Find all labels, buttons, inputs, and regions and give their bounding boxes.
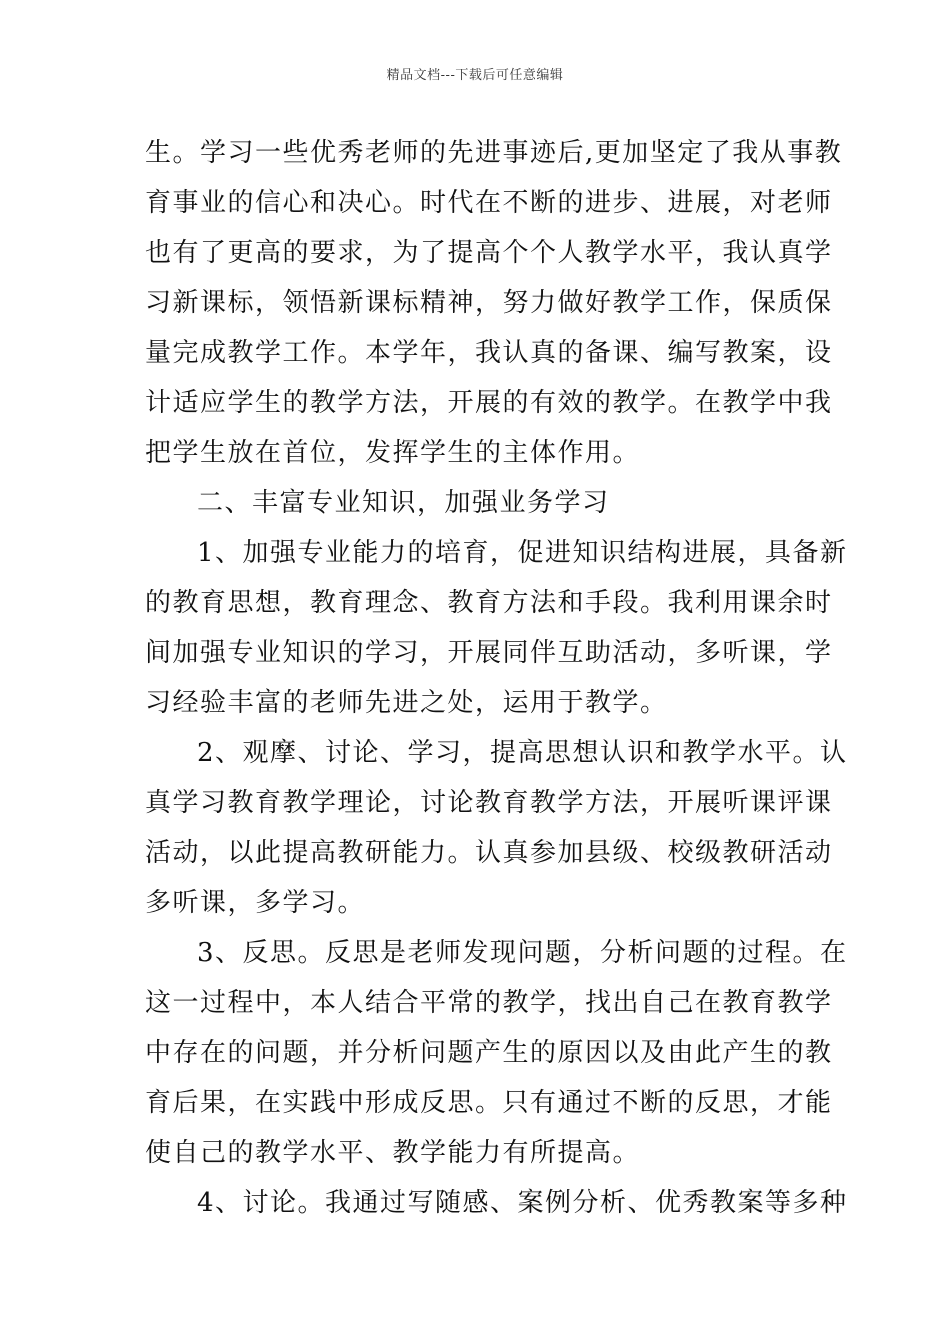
text-line: 1、加强专业能力的培育，促进知识结构进展，具备新 (197, 538, 848, 568)
text-line: 3、反思。反思是老师发现问题，分析问题的过程。在 (197, 938, 848, 968)
text-line: 中存在的问题，并分析问题产生的原因以及由此产生的教 (145, 1038, 833, 1068)
text-line: 把学生放在首位，发挥学生的主体作用。 (145, 438, 641, 468)
text-line: 计适应学生的教学方法，开展的有效的教学。在教学中我 (145, 388, 833, 418)
text-line: 真学习教育教学理论，讨论教育教学方法，开展听课评课 (145, 788, 833, 818)
text-line: 2、观摩、讨论、学习，提高思想认识和教学水平。认 (197, 738, 848, 768)
text-line: 育后果，在实践中形成反思。只有通过不断的反思，才能 (145, 1088, 833, 1118)
text-line: 间加强专业知识的学习，开展同伴互助活动，多听课，学 (145, 638, 833, 668)
page-header: 精品文档---下载后可任意编辑 (386, 68, 564, 83)
text-line: 生。学习一些优秀老师的先进事迹后,更加坚定了我从事教 (145, 138, 843, 168)
text-line: 育事业的信心和决心。时代在不断的进步、进展，对老师 (145, 188, 833, 218)
text-line: 也有了更高的要求，为了提高个个人教学水平，我认真学 (145, 238, 833, 268)
text-line: 的教育思想，教育理念、教育方法和手段。我利用课余时 (145, 588, 833, 618)
text-line: 多听课，多学习。 (145, 888, 366, 918)
text-line: 活动，以此提高教研能力。认真参加县级、校级教研活动 (145, 838, 833, 868)
document-body (145, 128, 848, 1228)
text-line: 这一过程中，本人结合平常的教学，找出自己在教育教学 (145, 988, 833, 1018)
text-line: 量完成教学工作。本学年，我认真的备课、编写教案，设 (145, 338, 833, 368)
section-heading: 二、丰富专业知识，加强业务学习 (197, 488, 610, 518)
text-line: 4、讨论。我通过写随感、案例分析、优秀教案等多种 (197, 1188, 848, 1218)
text-line: 习经验丰富的老师先进之处，运用于教学。 (145, 688, 668, 718)
text-line: 习新课标，领悟新课标精神，努力做好教学工作，保质保 (145, 288, 833, 318)
text-line: 使自己的教学水平、教学能力有所提高。 (145, 1138, 641, 1168)
